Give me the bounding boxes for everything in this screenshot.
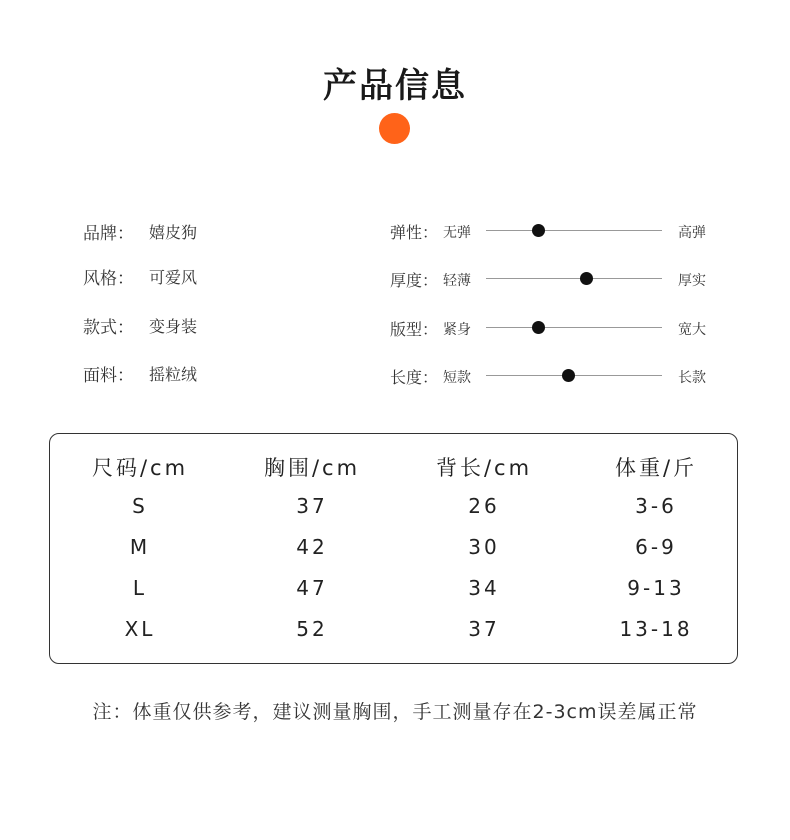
slider-low-label: 短款 <box>443 370 471 386</box>
attribute-fabric <box>83 361 197 385</box>
attribute-value: 可爱风 <box>149 267 198 287</box>
table-header-cell: 体重/斤 <box>614 456 698 480</box>
table-row <box>50 535 739 565</box>
slider-length <box>390 363 720 387</box>
attribute-value: 变身装 <box>149 316 198 336</box>
table-cell: 6-9 <box>635 535 677 559</box>
table-header-cell: 胸围/cm <box>263 456 361 480</box>
slider-high-label: 高弹 <box>678 225 706 241</box>
slider-knob <box>532 321 545 334</box>
table-cell: 9-13 <box>627 576 685 600</box>
slider-thickness <box>390 266 720 290</box>
slider-track <box>486 230 662 231</box>
table-cell: 42 <box>296 535 328 559</box>
attribute-key: 款式： <box>83 317 134 338</box>
table-cell: L <box>132 576 148 600</box>
table-cell: 37 <box>468 617 500 641</box>
attribute-value: 嬉皮狗 <box>149 222 198 242</box>
slider-elasticity <box>390 218 720 242</box>
table-cell: 47 <box>296 576 328 600</box>
size-table <box>49 433 738 664</box>
footnote: 注：体重仅供参考，建议测量胸围，手工测量存在2-3cm误差属正常 <box>92 701 698 723</box>
table-cell: 26 <box>468 494 500 518</box>
slider-knob <box>532 224 545 237</box>
table-header-row <box>50 452 739 482</box>
table-cell: XL <box>124 617 156 641</box>
attribute-style <box>83 264 197 288</box>
table-cell: 34 <box>468 576 500 600</box>
table-cell: S <box>132 494 148 518</box>
table-row <box>50 617 739 647</box>
attribute-type <box>83 313 197 337</box>
page-title: 产品信息 <box>323 66 467 106</box>
slider-label: 厚度： <box>390 271 439 290</box>
slider-low-label: 轻薄 <box>443 273 471 289</box>
slider-fit <box>390 315 720 339</box>
slider-knob <box>562 369 575 382</box>
attribute-key: 面料： <box>83 365 134 386</box>
attribute-key: 品牌： <box>83 223 134 244</box>
slider-high-label: 宽大 <box>678 322 706 338</box>
slider-label: 长度： <box>390 368 439 387</box>
attribute-key: 风格： <box>83 268 134 289</box>
slider-track <box>486 327 662 328</box>
table-header-cell: 尺码/cm <box>91 456 189 480</box>
table-header-cell: 背长/cm <box>435 456 533 480</box>
table-cell: 13-18 <box>619 617 693 641</box>
attribute-value: 摇粒绒 <box>149 364 198 384</box>
table-cell: 3-6 <box>635 494 677 518</box>
slider-high-label: 长款 <box>678 370 706 386</box>
table-cell: M <box>129 535 151 559</box>
table-cell: 52 <box>296 617 328 641</box>
table-cell: 30 <box>468 535 500 559</box>
attribute-brand <box>83 219 197 243</box>
slider-label: 弹性： <box>390 223 439 242</box>
slider-knob <box>580 272 593 285</box>
accent-dot <box>379 113 410 144</box>
table-row <box>50 494 739 524</box>
table-row <box>50 576 739 606</box>
slider-low-label: 紧身 <box>443 322 471 338</box>
slider-high-label: 厚实 <box>678 273 706 289</box>
table-cell: 37 <box>296 494 328 518</box>
slider-track <box>486 278 662 279</box>
slider-low-label: 无弹 <box>443 225 471 241</box>
slider-label: 版型： <box>390 320 439 339</box>
